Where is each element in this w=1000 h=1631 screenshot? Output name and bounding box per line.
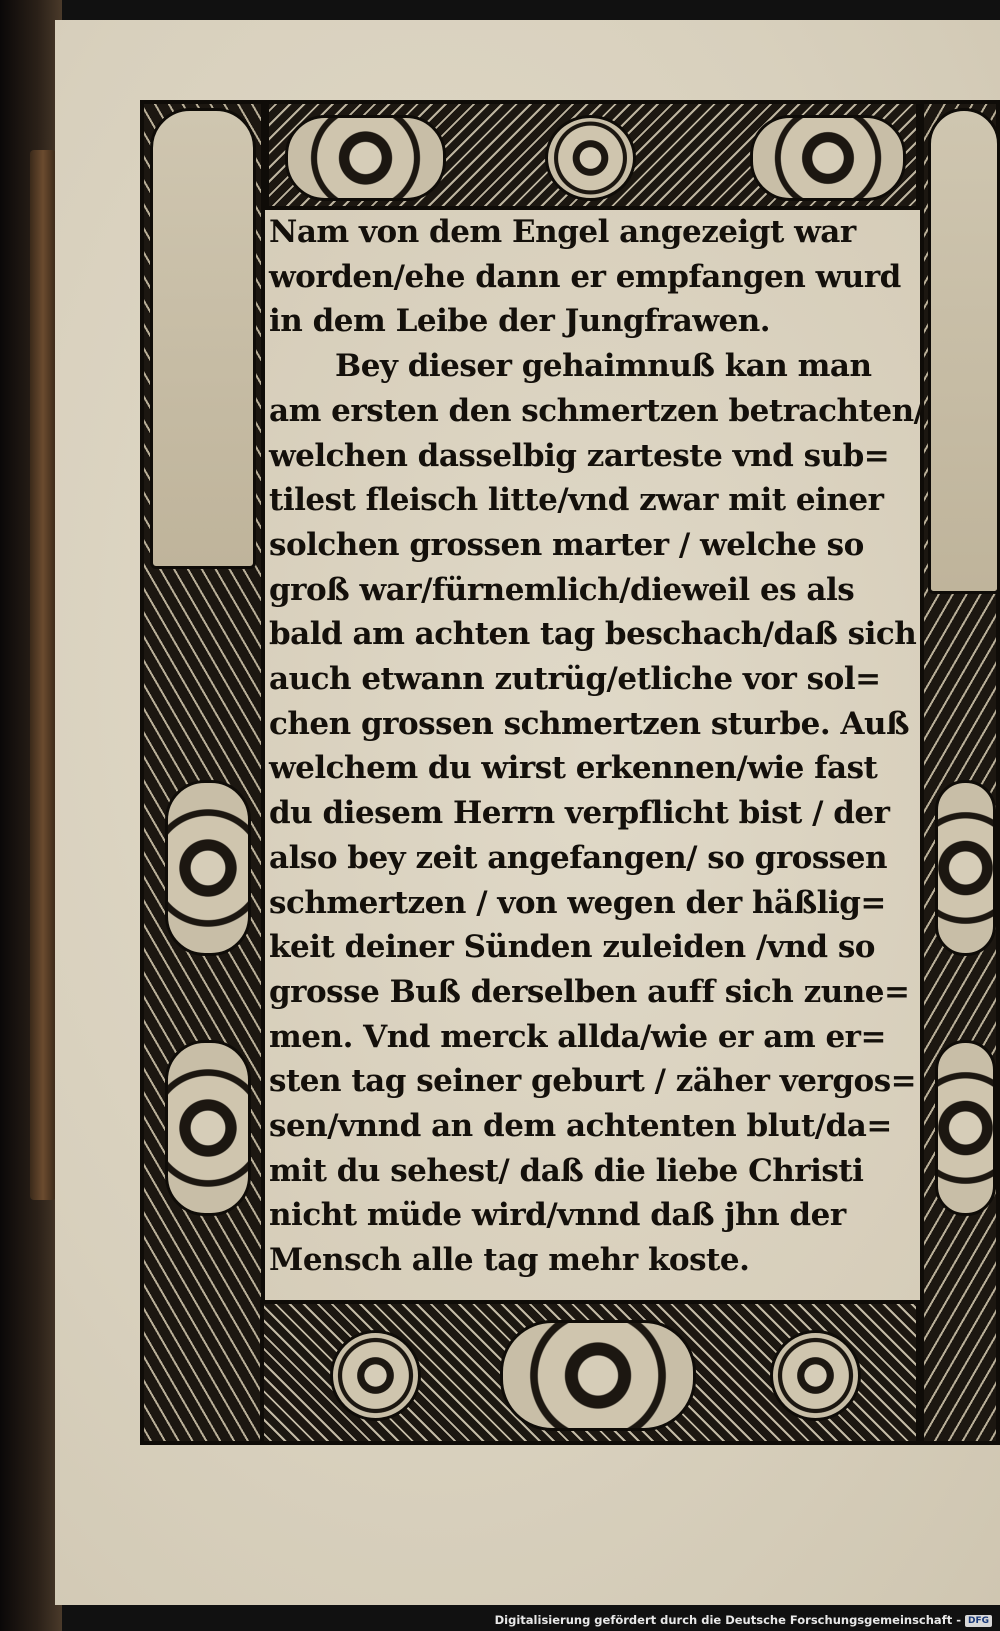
text-line-13: welchem du wirst erkennen/wie fast: [269, 750, 878, 787]
text-line-23: nicht müde wird/vnnd daß jhn der: [269, 1197, 846, 1234]
ornament-left-1: [165, 780, 251, 956]
text-line-8: solchen grossen marter / welche so: [269, 526, 864, 563]
text-line-10: bald am achten tag beschach/daß sich: [269, 616, 917, 653]
text-line-7: tilest fleisch litte/vnd zwar mit einer: [269, 482, 884, 519]
text-line-17: keit deiner Sünden zuleiden /vnd so: [269, 929, 875, 966]
ornament-bottom-2: [330, 1330, 421, 1421]
text-line-4: Bey dieser gehaimnuß kan man: [335, 348, 872, 385]
digitization-credit: [495, 1613, 992, 1627]
ornament-top-2: [545, 115, 636, 201]
dfg-logo: DFG: [965, 1615, 992, 1627]
text-line-19: men. Vnd merck allda/wie er am er=: [269, 1018, 886, 1055]
woodcut-figure-right: [928, 108, 1000, 594]
text-line-3: in dem Leibe der Jungfrawen.: [269, 303, 771, 340]
text-line-5: am ersten den schmertzen betrachten/: [269, 392, 925, 429]
woodcut-figure-left: [150, 108, 256, 569]
ornament-bottom-3: [770, 1330, 861, 1421]
text-line-15: also bey zeit angefangen/ so grossen: [269, 839, 888, 876]
text-line-21: sen/vnnd an dem achtenten blut/da=: [269, 1108, 892, 1145]
book-binding: [0, 0, 62, 1631]
text-line-16: schmertzen / von wegen der häßlig=: [269, 884, 886, 921]
text-line-24: Mensch alle tag mehr koste.: [269, 1242, 750, 1279]
text-line-18: grosse Buß derselben auff sich zune=: [269, 973, 910, 1010]
text-line-6: welchen dasselbig zarteste vnd sub=: [269, 437, 890, 474]
ornament-right-1: [935, 780, 996, 956]
ornament-right-2: [935, 1040, 996, 1216]
ornament-top-1: [285, 115, 446, 201]
text-line-9: groß war/fürnemlich/dieweil es als: [269, 571, 855, 608]
ornament-top-3: [750, 115, 906, 201]
text-line-14: du diesem Herrn verpflicht bist / der: [269, 795, 890, 832]
text-line-1: Nam von dem Engel angezeigt war: [269, 214, 856, 250]
text-block: [265, 210, 925, 1300]
ornament-left-2: [165, 1040, 251, 1216]
text-line-11: auch etwann zutrüg/etliche vor sol=: [269, 661, 881, 698]
text-line-12: chen grossen schmertzen sturbe. Auß: [269, 705, 910, 742]
text-line-20: sten tag seiner geburt / zäher vergos=: [269, 1063, 917, 1100]
binding-edge: [30, 150, 56, 1200]
text-line-22: mit du sehest/ daß die liebe Christi: [269, 1152, 864, 1189]
ornament-bottom-1: [500, 1320, 696, 1431]
text-line-2: worden/ehe dann er empfangen wurd: [269, 258, 901, 295]
credit-text: Digitalisierung gefördert durch die Deutsche Forschungsgemeinschaft -: [494, 1613, 961, 1627]
